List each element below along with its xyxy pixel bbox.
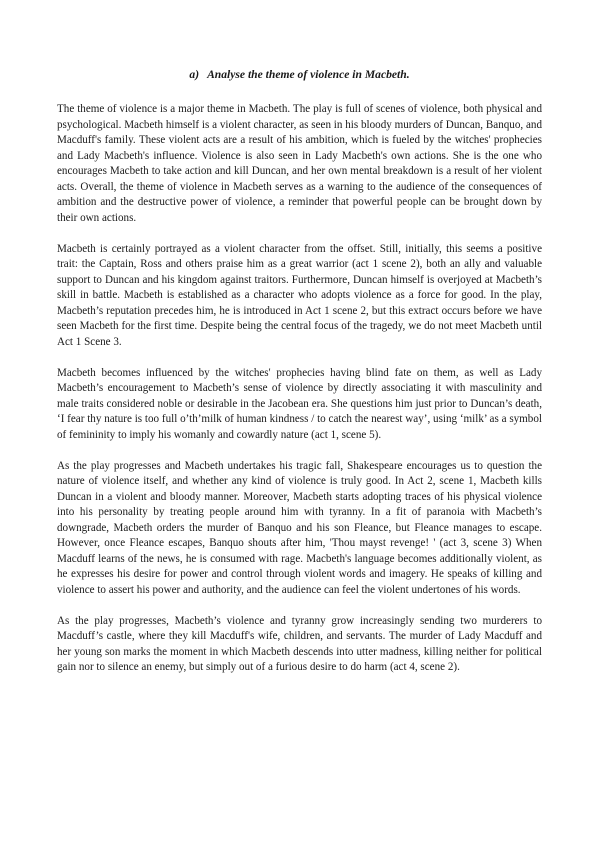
paragraph-3: Macbeth becomes influenced by the witches' prophecies having blind fate on them, as well as Lady Macbeth’s encouragement to Macbeth’s sense of violence by directly associating it with masculinity and male traits considered noble or desirable in the Jacobean era. She questions him just prior to Duncan’s death, ‘I fear thy nature is too full o’th’milk of human kindness / to catch the nearest way’, using ‘milk’ as a symbol of femininity to imply his womanly and cowardly nature (act 1, scene 5). — [57, 366, 542, 441]
paragraph-2: Macbeth is certainly portrayed as a violent character from the offset. Still, initially, this seems a positive trait: the Captain, Ross and others praise him as a great warrior (act 1 scene 2), both an ally and valuable support to Duncan and his kingdom against traitors. Furthermore, Duncan himself is overjoyed at Macbeth’s skill in battle. Macbeth is established as a character who adopts violence as a force for good. In the play, Macbeth’s reputation precedes him, he is introduced in Act 1 scene 2, but this extract occurs before we have seen Macbeth for the first time. Despite being the central focus of the tragedy, we do not meet Macbeth until Act 1 Scene 3. — [57, 242, 542, 348]
heading-text: Analyse the theme of violence in Macbeth. — [207, 68, 410, 81]
document-page — [57, 68, 542, 691]
essay-heading — [57, 68, 542, 82]
paragraph-5: As the play progresses, Macbeth’s violence and tyranny grow increasingly sending two murderers to Macduff’s castle, where they kill Macduff's wife, children, and servants. The murder of Lady Macduff and her young son marks the moment in which Macbeth descends into utter madness, killing neither for political gain nor to silence an enemy, but simply out of a furious desire to do harm (act 4, scene 2). — [57, 614, 542, 673]
paragraph-4: As the play progresses and Macbeth undertakes his tragic fall, Shakespeare encourages us to question the nature of violence itself, and whether any kind of violence is truly good. In Act 2, scene 1, Macbeth kills Duncan in a violent and bloody manner. Moreover, Macbeth starts adopting traces of his physical violence into his personality by treating people around him with tyranny. In a fit of paranoia with Macbeth’s downgrade, Macbeth orders the murder of Banquo and his son Fleance, but Fleance manages to escape. However, once Fleance escapes, Banquo shouts after him, 'Thou mayst revenge! ' (act 3, scene 3) When Macduff learns of the news, he is consumed with rage. Macbeth's language becomes additionally violent, as he expresses his desire for power and control through violent words and imagery. He speaks of killing and violence to assert his power and authority, and the audience can feel the violent undertones of his words. — [57, 459, 542, 596]
paragraph-1: The theme of violence is a major theme in Macbeth. The play is full of scenes of violence, both physical and psychological. Macbeth himself is a violent character, as seen in his bloody murders of Duncan, Banquo, and Macduff's family. These violent acts are a result of his ambition, which is fueled by the witches' prophecies and Lady Macbeth's influence. Violence is also seen in Lady Macbeth's own actions. She is the one who encourages Macbeth to take action and kill Duncan, and her own mental breakdown is a result of her violent acts. Overall, the theme of violence in Macbeth serves as a warning to the audience of the consequences of ambition and the destructive power of violence, a reminder that powerful people can be brought down by their own actions. — [57, 103, 542, 224]
heading-number: a) — [189, 68, 200, 81]
